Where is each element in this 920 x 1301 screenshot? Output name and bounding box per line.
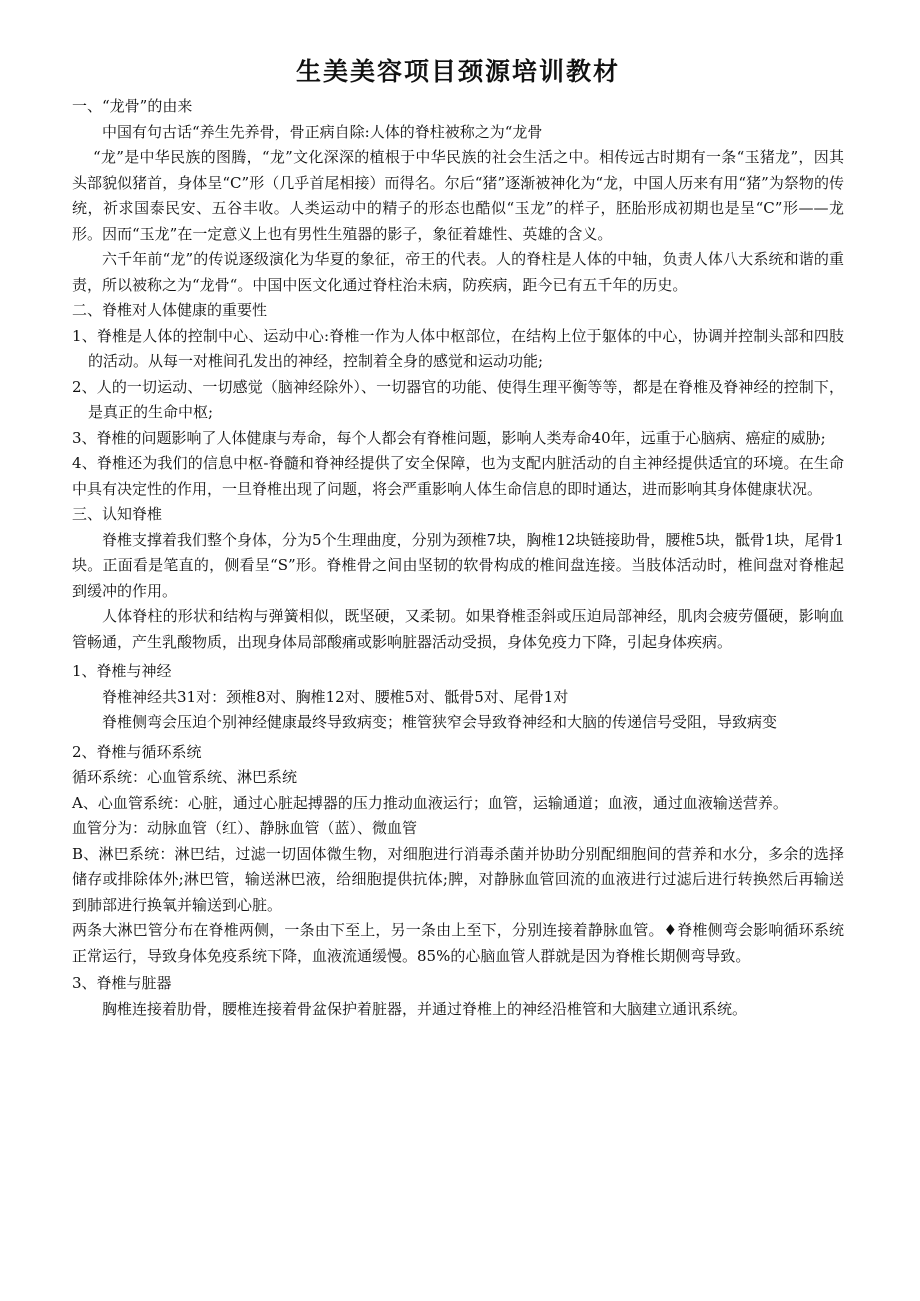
subsection-2-paragraph-5: 两条大淋巴管分布在脊椎两侧，一条由下至上，另一条由上至下，分别连接着静脉血管。♦脊椎侧弯会影响循环系统正常运行，导致身体免疫系统下降，血液流通缓慢。85%的心脑血管人群就是因为脊椎长期侧弯导致。	[72, 921, 844, 965]
subsection-3-paragraph-1: 胸椎连接着肋骨，腰椎连接着骨盆保护着脏器，并通过脊椎上的神经沿椎管和大脑建立通讯系统。	[102, 999, 748, 1018]
section-2-item-3: 3、脊椎的问题影响了人体健康与寿命，每个人都会有脊椎问题，影响人类寿命40年，远重于心脑病、癌症的威胁;	[72, 428, 826, 447]
section-2-item-1: 1、脊椎是人体的控制中心、运动中心:脊椎一作为人体中枢部位，在结构上位于躯体的中心，协调并控制头部和四肢的活动。从每一对椎间孔发出的神经，控制着全身的感觉和运动功能;	[72, 326, 844, 370]
subsection-2-paragraph-4: B、淋巴系统：淋巴结，过滤一切固体微生物，对细胞进行消毒杀菌并协助分别配细胞间的营养和水分，多余的选择储存或排除体外;淋巴管，输送淋巴液，给细胞提供抗体;脾，对静脉血管回流的血液进行过滤后进行转换然后再输送到肺部进行换氧并输送到心脏。	[72, 844, 844, 914]
subsection-2-paragraph-2: A、心血管系统：心脏，通过心脏起搏器的压力推动血液运行；血管，运输通道；血液，通过血液输送营养。	[72, 793, 788, 812]
document-title: 生美美容项目颈源培训教材	[295, 57, 620, 86]
section-1-paragraph-3: 六千年前“龙”的传说逐级演化为华夏的象征，帝王的代表。人的脊柱是人体的中轴，负责人体八大系统和谐的重责，所以被称之为“龙骨“。中国中医文化通过脊柱治未病，防疾病，距今已有五千年的历史。	[72, 250, 844, 294]
section-1-paragraph-2: “龙”是中华民族的图腾，“龙”文化深深的植根于中华民族的社会生活之中。相传远古时期有一条“玉猪龙”，因其头部貌似猪首，身体呈“C”形（几乎首尾相接）而得名。尔后“猪”逐渐被神化为“龙，中国人历来有用“猪”为祭物的传统，祈求国泰民安、五谷丰收。人类运动中的精子的形态也酷似“玉龙”的样子，胚胎形成初期也是呈“C”形——龙形。因而“玉龙”在一定意义上也有男性生殖器的影子，象征着雄性、英雄的含义。	[72, 148, 844, 243]
document-page	[72, 52, 844, 1022]
subsection-2-paragraph-1: 循环系统：心血管系统、淋巴系统	[72, 768, 298, 786]
section-2-item-4: 4、脊椎还为我们的信息中枢-脊髓和脊神经提供了安全保障，也为支配内脏活动的自主神经提供适宜的环境。在生命中具有决定性的作用，一旦脊椎出现了问题，将会严重影响人体生命信息的即时通达，进而影响其身体健康状况。	[72, 454, 844, 498]
subsection-1-paragraph-1: 脊椎神经共31对：颈椎8对、胸椎12对、腰椎5对、骶骨5对、尾骨1对	[102, 687, 569, 706]
section-3-heading: 三、认知脊椎	[72, 505, 163, 523]
subsection-2-paragraph-3: 血管分为：动脉血管（红）、静脉血管（蓝）、微血管	[72, 819, 418, 837]
section-2-item-2: 2、人的一切运动、一切感觉（脑神经除外）、一切器官的功能、使得生理平衡等等，都是在脊椎及脊神经的控制下，是真正的生命中枢;	[72, 377, 844, 421]
subsection-2-heading: 2、脊椎与循环系统	[72, 742, 202, 761]
section-1-paragraph-1: 中国有句古话“养生先养骨，骨正病自除:人体的脊柱被称之为“龙骨	[102, 122, 543, 141]
subsection-1-heading: 1、脊椎与神经	[72, 662, 172, 680]
subsection-3-heading: 3、脊椎与脏器	[72, 974, 172, 992]
section-3-paragraph-2: 人体脊柱的形状和结构与弹簧相似，既坚硬，又柔韧。如果脊椎歪斜或压迫局部神经，肌肉会疲劳僵硬，影响血管畅通，产生乳酸物质，出现身体局部酸痛或影响脏器活动受损，身体免疫力下降，引起身体疾病。	[72, 607, 844, 651]
subsection-1-paragraph-2: 脊椎侧弯会压迫个别神经健康最终导致病变；椎管狭窄会导致脊神经和大脑的传递信号受阻，导致病变	[102, 713, 778, 731]
section-2-heading: 二、脊椎对人体健康的重要性	[72, 301, 268, 319]
section-1-heading: 一、“龙骨”的由来	[72, 97, 193, 115]
section-3-paragraph-1: 脊椎支撑着我们整个身体，分为5个生理曲度，分别为颈椎7块，胸椎12块链接助骨，腰椎5块，骶骨1块，尾骨1块。正面看是笔直的，侧看呈“S”形。脊椎骨之间由坚韧的软骨构成的椎间盘连接。当肢体活动时，椎间盘对脊椎起到缓冲的作用。	[72, 530, 844, 600]
